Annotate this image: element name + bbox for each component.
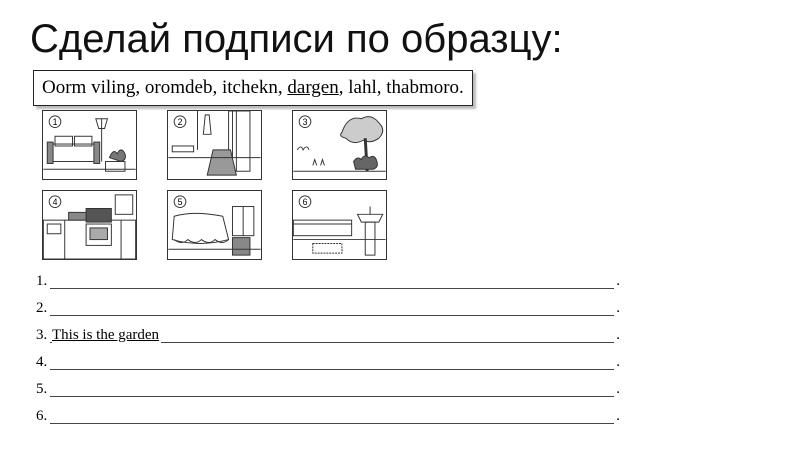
answer-line-2 <box>36 295 626 322</box>
picture-number: 1 <box>52 117 58 128</box>
answer-line-4 <box>36 349 626 376</box>
word-bank-box <box>33 70 473 106</box>
answer-line-5 <box>36 376 626 403</box>
picture-number: 2 <box>177 117 183 128</box>
answer-line-3 <box>36 322 626 349</box>
living-room-drawing <box>43 111 136 179</box>
line-end-period: . <box>616 300 620 316</box>
picture-living-room <box>42 110 137 180</box>
picture-number: 5 <box>177 197 183 208</box>
line-number: 2. <box>36 300 48 316</box>
picture-hall <box>167 110 262 180</box>
line-end-period: . <box>616 381 620 397</box>
picture-number: 4 <box>52 197 58 208</box>
line-end-period: . <box>616 354 620 370</box>
picture-bathroom <box>292 190 387 260</box>
garden-drawing <box>293 111 386 179</box>
line-number: 6. <box>36 408 48 424</box>
line-number: 3. <box>36 327 48 343</box>
answer-lines <box>36 268 626 430</box>
blank-line[interactable] <box>50 288 614 289</box>
answer-text: This is the garden <box>52 322 161 349</box>
word-bank-text-1: Oorm viling, oromdeb, itchekn, <box>42 77 288 98</box>
picture-number: 3 <box>302 117 308 128</box>
hall-drawing <box>168 111 261 179</box>
line-number: 4. <box>36 354 48 370</box>
line-end-period: . <box>616 408 620 424</box>
picture-grid <box>42 110 387 260</box>
blank-line[interactable] <box>50 423 614 424</box>
blank-line[interactable] <box>50 369 614 370</box>
answer-line-1 <box>36 268 626 295</box>
picture-bedroom <box>167 190 262 260</box>
line-end-period: . <box>616 273 620 289</box>
page-title: Сделай подписи по образцу: <box>30 17 563 61</box>
picture-kitchen <box>42 190 137 260</box>
blank-line[interactable] <box>50 315 614 316</box>
picture-garden <box>292 110 387 180</box>
blank-line[interactable] <box>50 396 614 397</box>
answer-line-6 <box>36 403 626 430</box>
bedroom-drawing <box>168 191 261 259</box>
word-bank-underlined-word: dargen <box>287 77 339 98</box>
picture-number: 6 <box>302 197 308 208</box>
line-end-period: . <box>616 327 620 343</box>
word-bank-text-2: , lahl, thabmoro. <box>338 77 464 98</box>
bathroom-drawing <box>293 191 386 259</box>
line-number: 1. <box>36 273 48 289</box>
line-number: 5. <box>36 381 48 397</box>
kitchen-drawing <box>43 191 136 259</box>
